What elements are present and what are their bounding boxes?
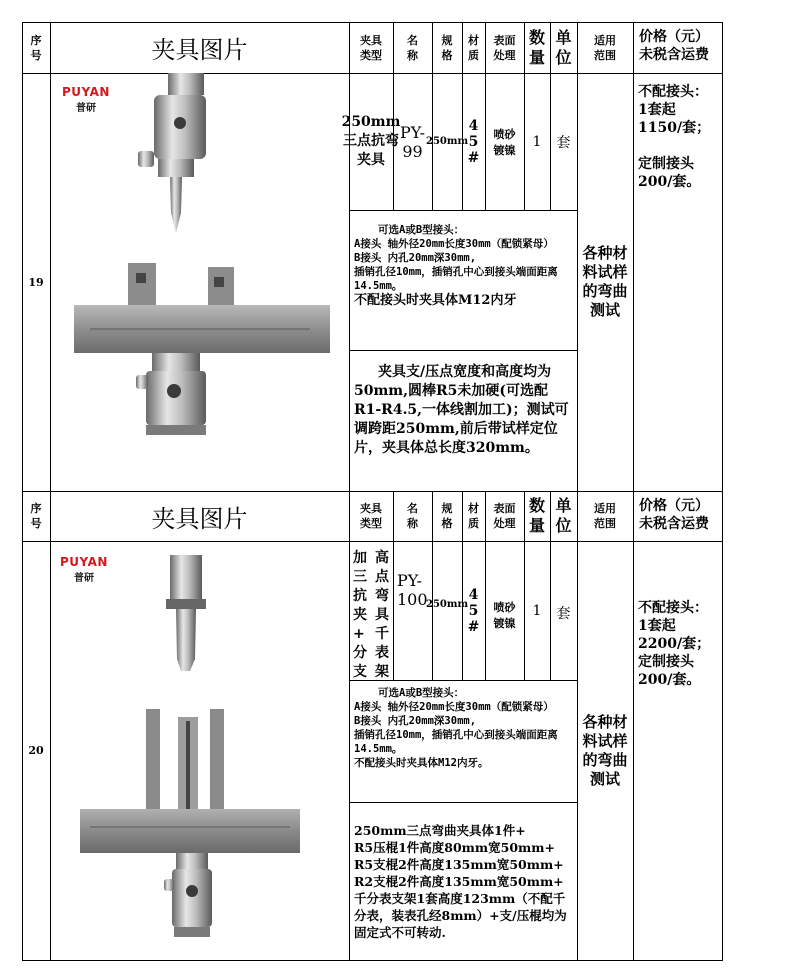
header-name: 名称 [407,33,418,62]
fixture-description: 夹具支/压点宽度和高度均为50mm,圆棒R5未加硬(可选配R1-R4.5,一体线割加工)；测试可调跨距250mm,前后带试样定位片，夹具体总长度320mm。 [354,364,569,456]
fixture-surface: 喷砂镀镍 [493,601,516,630]
fixture-name: PY-99 [400,122,425,161]
row-index: 20 [28,744,44,757]
fixture-surface: 喷砂镀镍 [493,127,516,157]
fixture-spec: 250mm [425,599,469,610]
header-material: 材质 [468,33,479,62]
product-image [50,73,349,491]
fixture-type: 250mm三点抗弯夹具 [341,114,401,168]
header-type: 夹具类型 [360,502,382,530]
header-scope: 适用范围 [594,502,616,530]
puyan-logo: PUYAN 普研 [62,85,110,114]
puyan-logo: PUYAN 普研 [60,555,108,584]
header-index: 序号 [30,33,42,62]
applicable-scope: 各种材料试样的弯曲测试 [582,244,628,319]
header-price: 价格（元） 未税含运费 [639,498,709,532]
fixture-unit: 套 [556,606,571,622]
header-qty: 数量 [528,27,545,67]
header-material: 材质 [468,502,479,530]
three-point-bend-fixture-photo [50,73,349,491]
header-price: 价格（元） 未税含运费 [639,29,709,63]
row-index: 19 [28,275,44,289]
header-spec: 规格 [441,33,453,62]
header-unit: 单位 [555,27,572,67]
fixture-qty: 1 [532,603,542,619]
fixture-material: 45# [467,117,480,166]
header-surface: 表面处理 [493,502,516,530]
connector-options: 可选A或B型接头： A接头 轴外径20mm长度30mm（配锁紧母） B接头 内孔20mm深30mm, 插销孔径10mm，插销孔中心到接头端面距离14.5mm。 不配接头时夹具体M12内牙。 [354,687,558,769]
header-name: 名称 [407,502,418,530]
fixture-material: 45# [467,586,480,635]
header-spec: 规格 [441,502,453,530]
header-image-title: 夹具图片 [151,36,248,64]
price-info: 不配接头： 1套起 2200/套； 定制接头 200/套。 [638,600,711,688]
header-scope: 适用范围 [594,33,616,62]
product-image [50,541,349,960]
fixture-description: 250mm三点弯曲夹具体1件+ R5压棍1件高度80mm宽50mm+ R5支棍2件高度135mm宽50mm+ R2支棍2件高度135mm宽50mm+ 千分表支架1套高度123mm（不配千分表，装表孔经8mm）+支/压棍均为固定式不可转动. [354,823,567,940]
header-type: 夹具类型 [360,33,382,62]
fixture-type: 加高三点抗弯夹具+千分表支架 [353,550,389,680]
fixture-unit: 套 [556,134,571,151]
header-surface: 表面处理 [493,33,516,62]
fixture-qty: 1 [532,133,542,150]
fixture-name: PY-100 [397,571,428,609]
header-unit: 单位 [555,496,572,535]
connector-options: 可选A或B型接头： A接头 轴外径20mm长度30mm（配锁紧母） B接头 内孔20mm深30mm, 插销孔径10mm，插销孔中心到接头端面距离14.5mm。 不配接头时夹具体M12内牙 [354,224,558,308]
fixture-spec: 250mm [425,136,469,147]
header-qty: 数量 [528,496,545,535]
header-index: 序号 [30,502,42,530]
header-image-title: 夹具图片 [151,504,248,533]
raised-three-point-fixture-photo [50,541,349,960]
applicable-scope: 各种材料试样的弯曲测试 [582,712,628,788]
price-info: 不配接头： 1套起 1150/套； 定制接头 200/套。 [638,84,711,190]
